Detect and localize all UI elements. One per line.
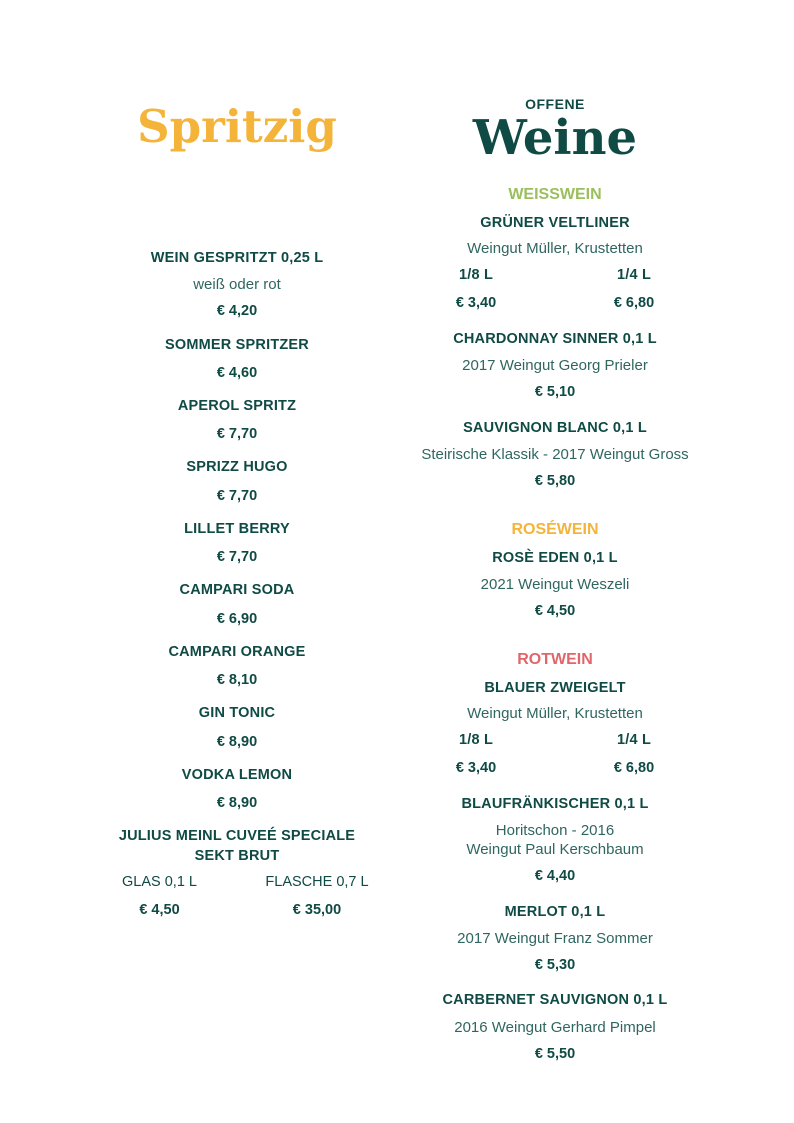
wine-price-rose-eden: € 4,50 <box>534 603 576 619</box>
wine-desc-sauvignon-blanc: Steirische Klassik - 2017 Weingut Gross <box>421 446 689 463</box>
item-price-wein-gespritzt: € 4,20 <box>216 303 258 319</box>
item-name-campari-soda: CAMPARI SODA <box>179 582 295 598</box>
sekt-size-glas: GLAS 0,1 L <box>122 874 197 890</box>
wine-desc-cabernet-sauvignon: 2016 Weingut Gerhard Pimpel <box>454 1019 656 1036</box>
sekt-price-glas: € 4,50 <box>139 902 180 918</box>
wine-name-gruener-veltliner: GRÜNER VELTLINER <box>480 215 630 231</box>
wine-desc-gruener-veltliner: Weingut Müller, Krustetten <box>467 240 643 257</box>
wine-desc-blaufraenkischer-2: Weingut Paul Kerschbaum <box>466 841 644 858</box>
wine-desc-blauer-zweigelt: Weingut Müller, Krustetten <box>467 705 643 722</box>
sekt-price-flasche: € 35,00 <box>292 902 342 918</box>
gruener-price-small: € 3,40 <box>455 295 497 311</box>
sekt-name-line1: JULIUS MEINL CUVEÉ SPECIALE <box>118 828 356 844</box>
item-price-sommer-spritzer: € 4,60 <box>216 365 258 381</box>
wine-price-chardonnay: € 5,10 <box>534 384 576 400</box>
gruener-size-large: 1/4 L <box>616 267 652 283</box>
wine-name-chardonnay: CHARDONNAY SINNER 0,1 L <box>453 331 657 347</box>
gruener-size-small: 1/8 L <box>458 267 494 283</box>
wine-desc-blaufraenkischer-1: Horitschon - 2016 <box>495 822 615 839</box>
item-price-lillet-berry: € 7,70 <box>216 549 258 565</box>
wine-price-merlot: € 5,30 <box>534 957 576 973</box>
item-name-sprizz-hugo: SPRIZZ HUGO <box>186 459 288 475</box>
gruener-price-large: € 6,80 <box>613 295 655 311</box>
zweigelt-price-small: € 3,40 <box>455 760 497 776</box>
wine-name-blaufraenkischer: BLAUFRÄNKISCHER 0,1 L <box>461 796 649 812</box>
sekt-size-flasche: FLASCHE 0,7 L <box>265 874 369 890</box>
item-price-aperol-spritz: € 7,70 <box>216 426 258 442</box>
weine-title: Weine <box>472 110 638 166</box>
item-desc-wein-gespritzt: weiß oder rot <box>193 276 281 293</box>
item-name-lillet-berry: LILLET BERRY <box>184 521 290 537</box>
wine-name-cabernet-sauvignon: CARBERNET SAUVIGNON 0,1 L <box>442 992 668 1008</box>
wine-desc-chardonnay: 2017 Weingut Georg Prieler <box>462 357 648 374</box>
wine-name-merlot: MERLOT 0,1 L <box>504 904 606 920</box>
item-price-gin-tonic: € 8,90 <box>216 734 258 750</box>
zweigelt-size-large: 1/4 L <box>616 732 652 748</box>
wine-price-cabernet-sauvignon: € 5,50 <box>534 1046 576 1062</box>
wine-desc-merlot: 2017 Weingut Franz Sommer <box>457 930 653 947</box>
weine-kicker: OFFENE <box>525 96 585 112</box>
sekt-name-line2: SEKT BRUT <box>194 848 280 864</box>
wine-price-blaufraenkischer: € 4,40 <box>534 868 576 884</box>
item-name-wein-gespritzt: WEIN GESPRITZT 0,25 L <box>150 250 324 266</box>
wine-price-sauvignon-blanc: € 5,80 <box>534 473 576 489</box>
item-name-gin-tonic: GIN TONIC <box>198 705 276 721</box>
item-name-aperol-spritz: APEROL SPRITZ <box>177 398 297 414</box>
spritzig-title: Spritzig <box>137 100 337 153</box>
item-price-sprizz-hugo: € 7,70 <box>216 488 258 504</box>
wine-name-rose-eden: ROSÈ EDEN 0,1 L <box>492 550 618 566</box>
item-name-sommer-spritzer: SOMMER SPRITZER <box>165 337 309 353</box>
category-rotwein: ROTWEIN <box>517 651 593 668</box>
zweigelt-price-large: € 6,80 <box>613 760 655 776</box>
wine-name-blauer-zweigelt: BLAUER ZWEIGELT <box>484 680 626 696</box>
item-name-campari-orange: CAMPARI ORANGE <box>168 644 306 660</box>
wine-desc-rose-eden: 2021 Weingut Weszeli <box>480 576 630 593</box>
item-price-vodka-lemon: € 8,90 <box>216 795 258 811</box>
wine-name-sauvignon-blanc: SAUVIGNON BLANC 0,1 L <box>463 420 647 436</box>
item-name-vodka-lemon: VODKA LEMON <box>181 767 293 783</box>
item-price-campari-orange: € 8,10 <box>216 672 258 688</box>
item-price-campari-soda: € 6,90 <box>216 611 258 627</box>
category-weisswein: WEISSWEIN <box>508 186 602 203</box>
category-rosewein: ROSÉWEIN <box>511 521 599 538</box>
zweigelt-size-small: 1/8 L <box>458 732 494 748</box>
